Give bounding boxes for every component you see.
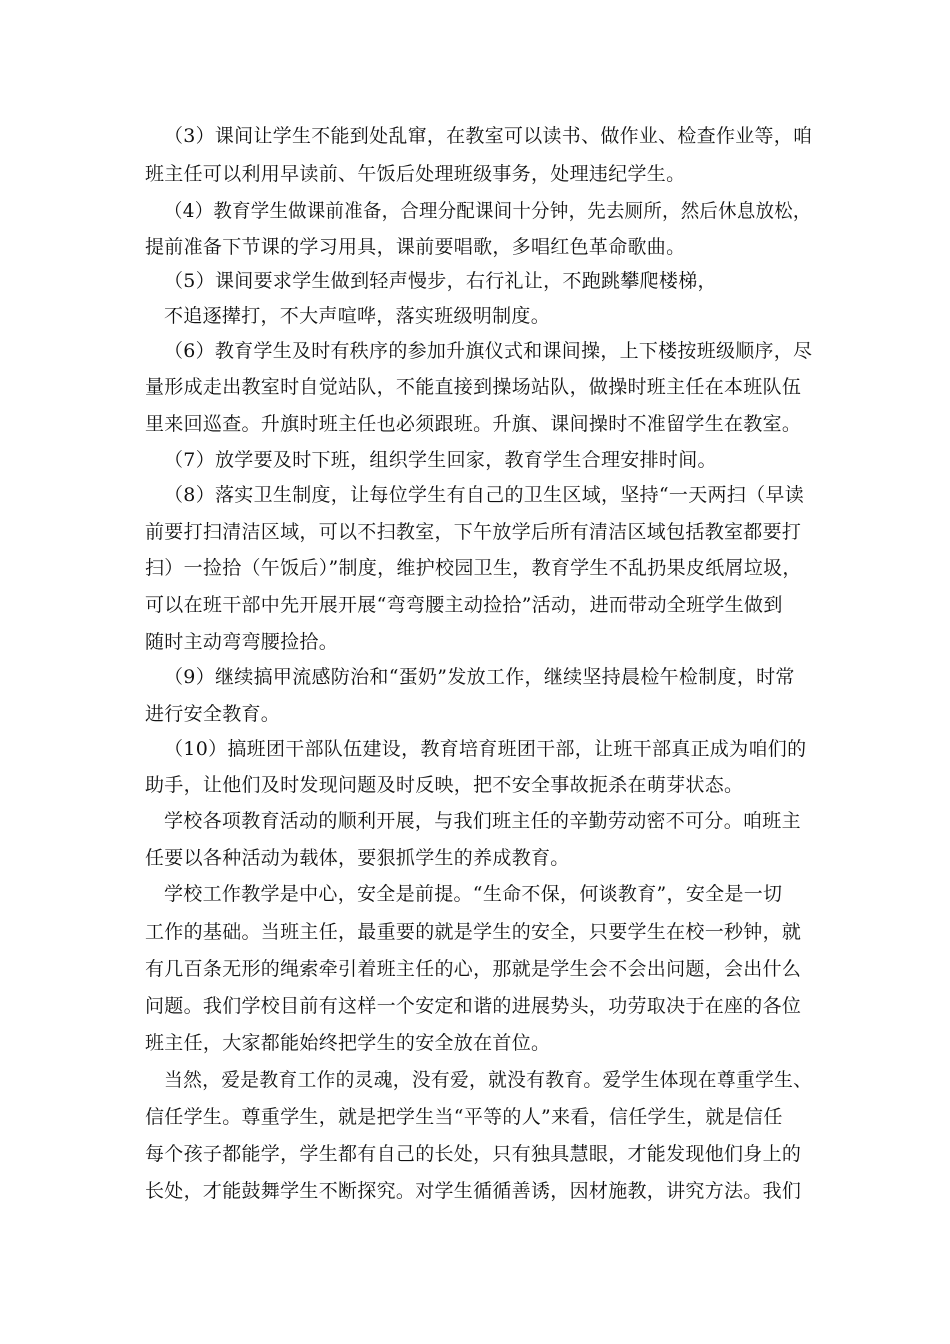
text-line: 问题。我们学校目前有这样一个安定和谐的进展势头，功劳取决于在座的各位 bbox=[145, 995, 802, 1017]
text-line: 学校工作教学是中心，安全是前提。“生命不保，何谈教育”，安全是一切 bbox=[164, 883, 783, 905]
text-line: 信任学生。尊重学生，就是把学生当“平等的人”来看，信任学生，就是信任 bbox=[145, 1106, 783, 1128]
text-line: （4）教育学生做课前准备，合理分配课间十分钟，先去厕所，然后休息放松， bbox=[164, 200, 812, 222]
text-line: 长处，才能鼓舞学生不断探究。对学生循循善诱，因材施教，讲究方法。我们 bbox=[145, 1180, 802, 1202]
text-line: （3）课间让学生不能到处乱窜，在教室可以读书、做作业、检查作业等，咱 bbox=[164, 125, 813, 147]
text-line: （7）放学要及时下班，组织学生回家，教育学生合理安排时间。 bbox=[164, 449, 717, 471]
text-line: 可以在班干部中先开展开展“弯弯腰主动捡拾”活动，进而带动全班学生做到 bbox=[145, 594, 783, 616]
text-line: 提前准备下节课的学习用具，课前要唱歌，多唱红色革命歌曲。 bbox=[145, 236, 686, 258]
text-line: （9）继续搞甲流感防治和“蛋奶”发放工作，继续坚持晨检午检制度，时常 bbox=[164, 666, 795, 688]
text-line: 有几百条无形的绳索牵引着班主任的心，那就是学生会不会出问题，会出什么 bbox=[145, 958, 802, 980]
text-line: 当然，爱是教育工作的灵魂，没有爱，就没有教育。爱学生体现在尊重学生、 bbox=[164, 1069, 813, 1091]
text-line: 进行安全教育。 bbox=[145, 703, 281, 725]
text-line: （10）搞班团干部队伍建设，教育培育班团干部，让班干部真正成为咱们的 bbox=[164, 738, 807, 760]
text-line: （6）教育学生及时有秩序的参加升旗仪式和课间操，上下楼按班级顺序，尽 bbox=[164, 340, 813, 362]
text-line: （5）课间要求学生做到轻声慢步，右行礼让，不跑跳攀爬楼梯， bbox=[164, 270, 717, 292]
text-line: 任要以各种活动为载体，要狠抓学生的养成教育。 bbox=[145, 847, 570, 869]
text-line: 学校各项教育活动的顺利开展，与我们班主任的辛勤劳动密不可分。咱班主 bbox=[164, 810, 801, 832]
text-line: 随时主动弯弯腰捡拾。 bbox=[145, 631, 339, 653]
text-line: 助手，让他们及时发现问题及时反映，把不安全事故扼杀在萌芽状态。 bbox=[145, 774, 744, 796]
text-line: 每个孩子都能学，学生都有自己的长处，只有独具慧眼，才能发现他们身上的 bbox=[145, 1143, 802, 1165]
text-line: 工作的基础。当班主任，最重要的就是学生的安全，只要学生在校一秒钟，就 bbox=[145, 921, 802, 943]
text-line: （8）落实卫生制度，让每位学生有自己的卫生区域，坚持“一天两扫（早读 bbox=[164, 484, 805, 506]
text-line: 扫）一捡拾（午饭后）”制度，维护校园卫生，教育学生不乱扔果皮纸屑垃圾， bbox=[145, 557, 802, 579]
text-line: 前要打扫清洁区域，可以不扫教室，下午放学后所有清洁区域包括教室都要打 bbox=[145, 521, 802, 543]
text-line: 量形成走出教室时自觉站队，不能直接到操场站队，做操时班主任在本班队伍 bbox=[145, 376, 802, 398]
text-line: 班主任可以利用早读前、午饭后处理班级事务，处理违纪学生。 bbox=[145, 163, 686, 185]
text-line: 班主任，大家都能始终把学生的安全放在首位。 bbox=[145, 1032, 551, 1054]
text-line: 里来回巡查。升旗时班主任也必须跟班。升旗、课间操时不准留学生在教室。 bbox=[145, 413, 802, 435]
text-line: 不追逐撵打，不大声喧哗，落实班级明制度。 bbox=[164, 305, 551, 327]
